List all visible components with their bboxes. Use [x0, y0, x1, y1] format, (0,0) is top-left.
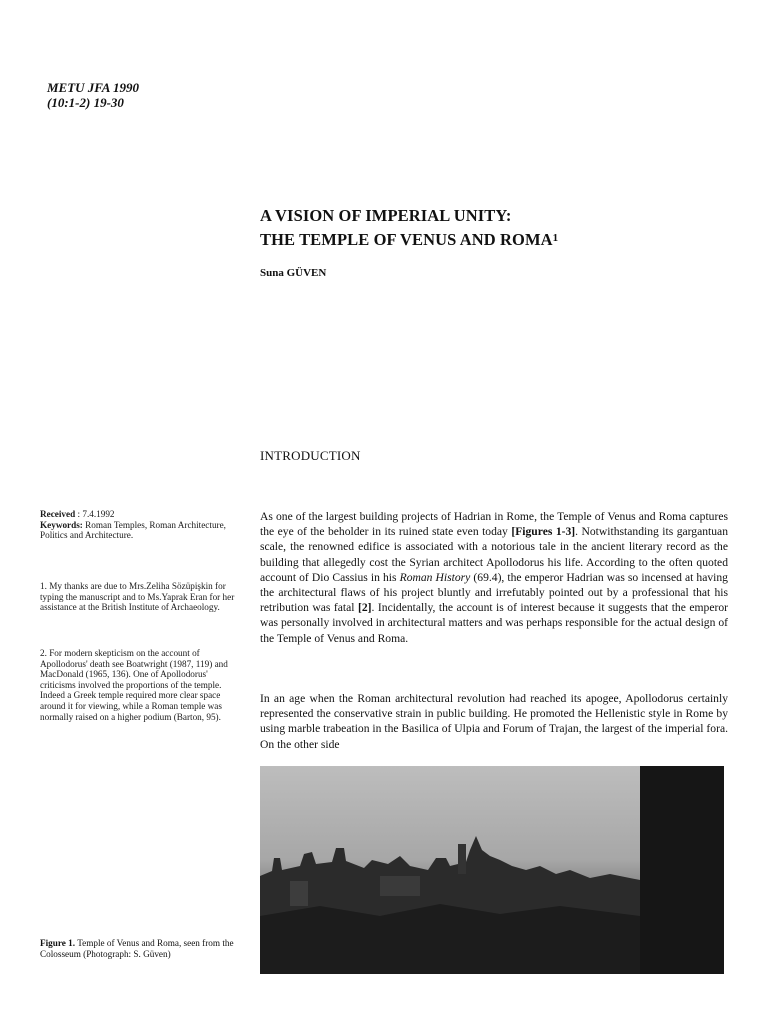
article-title — [260, 204, 558, 252]
keywords-line — [40, 520, 240, 541]
title-line-2-text: THE TEMPLE OF VENUS AND ROMA — [260, 230, 553, 249]
received-label: Received — [40, 509, 76, 519]
figure-reference: [Figures 1-3] — [511, 525, 576, 539]
figure-caption-label: Figure 1. — [40, 938, 76, 948]
p1-text-a: As one of the largest building projects of Hadrian in Rome, the Temple of Venus and Roma captures the eye of the beholder in its ruined state even today — [260, 510, 728, 539]
footnote-2: 2. For modern skepticism on the account of Apollodorus' death see Boatwright (1987, 119) and MacDonald (1965, 136). One of Apollodorus' criticisms involved the proportions of the temple. Indeed a Greek temple required more clear space around it for viewing, while a Roman temple was normally raised on a higher podium (Barton, 95). — [40, 648, 228, 722]
title-line-1: A VISION OF IMPERIAL UNITY: — [260, 206, 512, 225]
title-footnote-marker: 1 — [552, 232, 559, 244]
keywords-value: Roman Temples, Roman Architecture, Politics and Architecture. — [40, 519, 226, 541]
footnote-1: 1. My thanks are due to Mrs.Zeliha Sözüpişkin for typing the manuscript and to Ms.Yaprak Eran for her assistance at the British Institute of Archaeology. — [40, 581, 235, 613]
p1-text-d: . Incidentally, the account is of interest because it suggests that the emperor was personally involved in architectural matters and was perhaps responsible for the actual design of the Temple of Venus and Roma. — [260, 601, 728, 645]
section-heading: INTRODUCTION — [260, 448, 361, 463]
body-paragraph-2: In an age when the Roman architectural revolution had reached its apogee, Apollodorus certainly represented the conservative strain in public building. He promoted the Hellenistic style in Rome by using marble trabeation in the Basilica of Ulpia and Forum of Trajan, the largest of the imperial fora. On the other side — [260, 692, 728, 751]
received-value: : 7.4.1992 — [77, 509, 115, 519]
keywords-label: Keywords: — [40, 519, 83, 530]
footnote-reference: [2] — [358, 601, 372, 615]
figure-shadow-area — [640, 766, 724, 974]
article-metadata — [40, 509, 240, 541]
journal-line-1: METU JFA 1990 — [47, 80, 139, 95]
book-title: Roman History — [399, 570, 471, 584]
p1-text-c: (69.4), the emperor Hadrian was so incensed at having the architectural flaws of his project bluntly and irrefutably pointed out by a professional that his retribution was fatal — [260, 570, 728, 615]
figure-caption-text: Temple of Venus and Roma, seen from the Colosseum (Photograph: S. Güven) — [40, 938, 234, 959]
journal-citation — [47, 80, 139, 110]
title-line-2 — [260, 228, 558, 252]
body-paragraph-1 — [260, 509, 728, 646]
journal-line-2: (10:1-2) 19-30 — [47, 95, 124, 110]
author-name: Suna GÜVEN — [260, 267, 327, 279]
figure-photograph — [260, 766, 724, 974]
received-line — [40, 509, 240, 520]
p1-text-b: . Notwithstanding its gargantuan scale, the renowned edifice is associated with a notorious tale in the ancient literary record as the building that allegedly cost the Syrian architect Apollodorus his life. According to the often quoted account of Dio Cassius in his — [260, 525, 728, 584]
figure-caption — [40, 938, 245, 959]
